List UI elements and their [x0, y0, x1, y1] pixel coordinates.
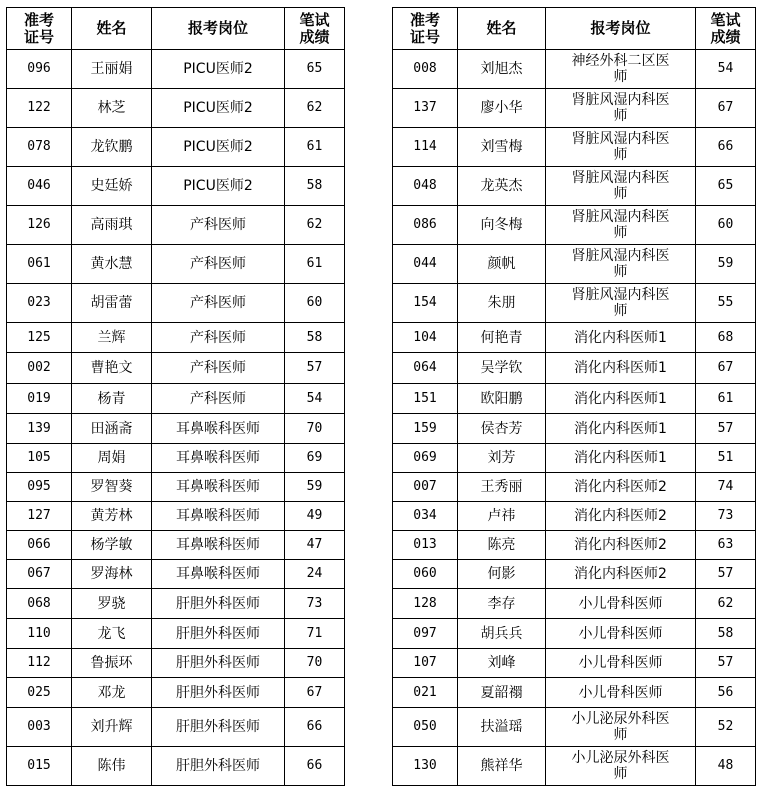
cell-score: 67 — [696, 353, 756, 384]
table-body — [393, 50, 756, 786]
cell-score: 58 — [285, 167, 345, 206]
cell-score: 58 — [285, 323, 345, 353]
cell-score: 52 — [696, 708, 756, 747]
table-row — [7, 206, 345, 245]
cell-name: 杨青 — [72, 384, 152, 414]
cell-position: 消化内科医师2 — [546, 473, 696, 502]
cell-name: 兰辉 — [72, 323, 152, 353]
table-row — [393, 589, 756, 619]
cell-score: 69 — [285, 444, 345, 473]
cell-score: 61 — [285, 245, 345, 284]
cell-exam-id: 034 — [393, 502, 458, 531]
cell-exam-id: 128 — [393, 589, 458, 619]
table-row — [7, 353, 345, 384]
table-row — [7, 708, 345, 747]
cell-name: 侯杏芳 — [458, 414, 546, 444]
cell-name: 吴学钦 — [458, 353, 546, 384]
cell-position: 消化内科医师2 — [546, 531, 696, 560]
cell-exam-id: 130 — [393, 747, 458, 786]
cell-score: 68 — [696, 323, 756, 353]
table-row — [393, 414, 756, 444]
cell-position: 小儿骨科医师 — [546, 649, 696, 678]
cell-exam-id: 015 — [7, 747, 72, 786]
cell-name: 周娟 — [72, 444, 152, 473]
table-row — [393, 284, 756, 323]
cell-exam-id: 127 — [7, 502, 72, 531]
cell-score: 62 — [696, 589, 756, 619]
table-row — [393, 353, 756, 384]
table-row — [393, 167, 756, 206]
table-row — [7, 531, 345, 560]
cell-position: 产科医师 — [152, 245, 285, 284]
cell-name: 田涵斋 — [72, 414, 152, 444]
table-row — [7, 678, 345, 708]
cell-score: 59 — [285, 473, 345, 502]
cell-position: 小儿骨科医师 — [546, 589, 696, 619]
cell-name: 李存 — [458, 589, 546, 619]
cell-exam-id: 023 — [7, 284, 72, 323]
table-row — [7, 245, 345, 284]
cell-score: 47 — [285, 531, 345, 560]
cell-position: 耳鼻喉科医师 — [152, 444, 285, 473]
cell-name: 邓龙 — [72, 678, 152, 708]
cell-exam-id: 125 — [7, 323, 72, 353]
table-row — [393, 89, 756, 128]
cell-name: 鲁振环 — [72, 649, 152, 678]
table-row — [7, 50, 345, 89]
cell-position: 耳鼻喉科医师 — [152, 560, 285, 589]
cell-position: 耳鼻喉科医师 — [152, 473, 285, 502]
cell-score: 66 — [696, 128, 756, 167]
cell-position: 耳鼻喉科医师 — [152, 531, 285, 560]
cell-score: 63 — [696, 531, 756, 560]
header-exam-id: 准考 证号 — [7, 8, 72, 50]
cell-exam-id: 044 — [393, 245, 458, 284]
cell-score: 57 — [696, 560, 756, 589]
table-row — [393, 560, 756, 589]
cell-score: 67 — [696, 89, 756, 128]
table-row — [7, 747, 345, 786]
cell-position: 小儿骨科医师 — [546, 678, 696, 708]
cell-score: 49 — [285, 502, 345, 531]
cell-exam-id: 068 — [7, 589, 72, 619]
cell-name: 熊祥华 — [458, 747, 546, 786]
cell-name: 朱朋 — [458, 284, 546, 323]
cell-name: 黄水慧 — [72, 245, 152, 284]
cell-exam-id: 021 — [393, 678, 458, 708]
cell-name: 夏韶禤 — [458, 678, 546, 708]
table-row — [7, 473, 345, 502]
cell-name: 胡雷蕾 — [72, 284, 152, 323]
cell-position: 肾脏风湿内科医 师 — [546, 284, 696, 323]
cell-name: 杨学敏 — [72, 531, 152, 560]
cell-exam-id: 066 — [7, 531, 72, 560]
cell-position: 消化内科医师1 — [546, 353, 696, 384]
cell-score: 60 — [696, 206, 756, 245]
cell-score: 74 — [696, 473, 756, 502]
cell-exam-id: 105 — [7, 444, 72, 473]
cell-position: PICU医师2 — [152, 89, 285, 128]
cell-exam-id: 007 — [393, 473, 458, 502]
cell-name: 林芝 — [72, 89, 152, 128]
cell-score: 73 — [285, 589, 345, 619]
cell-name: 黄芳林 — [72, 502, 152, 531]
cell-position: 消化内科医师1 — [546, 384, 696, 414]
cell-position: 耳鼻喉科医师 — [152, 502, 285, 531]
cell-exam-id: 097 — [393, 619, 458, 649]
cell-name: 向冬梅 — [458, 206, 546, 245]
cell-exam-id: 019 — [7, 384, 72, 414]
table-row — [393, 384, 756, 414]
table-row — [7, 649, 345, 678]
cell-score: 66 — [285, 708, 345, 747]
cell-name: 刘芳 — [458, 444, 546, 473]
header-row — [393, 8, 756, 50]
table-row — [7, 89, 345, 128]
cell-name: 王丽娟 — [72, 50, 152, 89]
cell-name: 史廷娇 — [72, 167, 152, 206]
cell-position: 神经外科二区医 师 — [546, 50, 696, 89]
header-position: 报考岗位 — [152, 8, 285, 50]
table-row — [393, 323, 756, 353]
cell-score: 62 — [285, 206, 345, 245]
cell-name: 罗智葵 — [72, 473, 152, 502]
cell-name: 颜帆 — [458, 245, 546, 284]
table-row — [393, 206, 756, 245]
table-row — [7, 414, 345, 444]
cell-exam-id: 137 — [393, 89, 458, 128]
cell-name: 罗海林 — [72, 560, 152, 589]
cell-name: 王秀丽 — [458, 473, 546, 502]
cell-score: 61 — [696, 384, 756, 414]
cell-position: 产科医师 — [152, 206, 285, 245]
header-exam-id: 准考 证号 — [393, 8, 458, 50]
table-row — [7, 589, 345, 619]
cell-position: 肾脏风湿内科医 师 — [546, 206, 696, 245]
cell-score: 58 — [696, 619, 756, 649]
table-row — [393, 502, 756, 531]
cell-position: 消化内科医师1 — [546, 323, 696, 353]
cell-position: PICU医师2 — [152, 167, 285, 206]
cell-name: 扶溢瑶 — [458, 708, 546, 747]
cell-position: 产科医师 — [152, 384, 285, 414]
cell-name: 龙飞 — [72, 619, 152, 649]
cell-exam-id: 008 — [393, 50, 458, 89]
cell-exam-id: 003 — [7, 708, 72, 747]
score-table-left — [6, 7, 345, 786]
cell-exam-id: 013 — [393, 531, 458, 560]
cell-score: 66 — [285, 747, 345, 786]
cell-score: 55 — [696, 284, 756, 323]
cell-position: 消化内科医师2 — [546, 502, 696, 531]
cell-position: 肾脏风湿内科医 师 — [546, 128, 696, 167]
cell-score: 73 — [696, 502, 756, 531]
cell-name: 欧阳鹏 — [458, 384, 546, 414]
cell-name: 陈伟 — [72, 747, 152, 786]
cell-exam-id: 154 — [393, 284, 458, 323]
cell-score: 70 — [285, 414, 345, 444]
cell-score: 24 — [285, 560, 345, 589]
table-row — [7, 560, 345, 589]
cell-score: 57 — [696, 649, 756, 678]
cell-exam-id: 067 — [7, 560, 72, 589]
cell-name: 龙英杰 — [458, 167, 546, 206]
table-row — [7, 128, 345, 167]
header-row — [7, 8, 345, 50]
cell-score: 57 — [285, 353, 345, 384]
table-row — [7, 167, 345, 206]
cell-score: 57 — [696, 414, 756, 444]
cell-name: 刘峰 — [458, 649, 546, 678]
table-row — [393, 747, 756, 786]
cell-position: PICU医师2 — [152, 128, 285, 167]
cell-exam-id: 086 — [393, 206, 458, 245]
table-row — [393, 245, 756, 284]
cell-exam-id: 069 — [393, 444, 458, 473]
cell-score: 60 — [285, 284, 345, 323]
cell-position: 产科医师 — [152, 284, 285, 323]
header-name: 姓名 — [458, 8, 546, 50]
cell-exam-id: 025 — [7, 678, 72, 708]
cell-position: 肝胆外科医师 — [152, 678, 285, 708]
cell-exam-id: 078 — [7, 128, 72, 167]
table-row — [393, 649, 756, 678]
cell-score: 54 — [696, 50, 756, 89]
cell-score: 61 — [285, 128, 345, 167]
cell-position: 消化内科医师2 — [546, 560, 696, 589]
cell-score: 54 — [285, 384, 345, 414]
cell-name: 曹艳文 — [72, 353, 152, 384]
table-row — [7, 323, 345, 353]
cell-exam-id: 048 — [393, 167, 458, 206]
cell-exam-id: 112 — [7, 649, 72, 678]
table-row — [7, 444, 345, 473]
cell-exam-id: 126 — [7, 206, 72, 245]
cell-name: 何艳青 — [458, 323, 546, 353]
cell-position: 肝胆外科医师 — [152, 649, 285, 678]
cell-name: 廖小华 — [458, 89, 546, 128]
cell-score: 48 — [696, 747, 756, 786]
score-table-right — [392, 7, 756, 786]
cell-position: 耳鼻喉科医师 — [152, 414, 285, 444]
header-position: 报考岗位 — [546, 8, 696, 50]
cell-position: 肝胆外科医师 — [152, 589, 285, 619]
header-name: 姓名 — [72, 8, 152, 50]
table-row — [393, 444, 756, 473]
cell-position: PICU医师2 — [152, 50, 285, 89]
cell-position: 消化内科医师1 — [546, 444, 696, 473]
cell-position: 肝胆外科医师 — [152, 708, 285, 747]
cell-position: 肝胆外科医师 — [152, 619, 285, 649]
table-row — [393, 128, 756, 167]
cell-name: 陈亮 — [458, 531, 546, 560]
cell-name: 卢祎 — [458, 502, 546, 531]
cell-name: 刘升辉 — [72, 708, 152, 747]
table-row — [393, 678, 756, 708]
cell-exam-id: 104 — [393, 323, 458, 353]
cell-exam-id: 107 — [393, 649, 458, 678]
cell-position: 肝胆外科医师 — [152, 747, 285, 786]
cell-name: 何影 — [458, 560, 546, 589]
cell-score: 65 — [696, 167, 756, 206]
cell-name: 胡兵兵 — [458, 619, 546, 649]
table-row — [393, 708, 756, 747]
cell-name: 刘旭杰 — [458, 50, 546, 89]
cell-exam-id: 122 — [7, 89, 72, 128]
cell-score: 56 — [696, 678, 756, 708]
cell-score: 71 — [285, 619, 345, 649]
cell-position: 消化内科医师1 — [546, 414, 696, 444]
cell-position: 小儿骨科医师 — [546, 619, 696, 649]
cell-exam-id: 159 — [393, 414, 458, 444]
cell-exam-id: 002 — [7, 353, 72, 384]
cell-position: 肾脏风湿内科医 师 — [546, 245, 696, 284]
cell-exam-id: 060 — [393, 560, 458, 589]
cell-exam-id: 095 — [7, 473, 72, 502]
table-row — [7, 284, 345, 323]
cell-score: 51 — [696, 444, 756, 473]
table-row — [393, 531, 756, 560]
table-row — [7, 619, 345, 649]
table-row — [393, 50, 756, 89]
cell-exam-id: 050 — [393, 708, 458, 747]
cell-name: 高雨琪 — [72, 206, 152, 245]
table-row — [7, 384, 345, 414]
cell-position: 肾脏风湿内科医 师 — [546, 89, 696, 128]
header-score: 笔试 成绩 — [285, 8, 345, 50]
cell-exam-id: 114 — [393, 128, 458, 167]
cell-position: 产科医师 — [152, 323, 285, 353]
cell-score: 65 — [285, 50, 345, 89]
cell-exam-id: 064 — [393, 353, 458, 384]
cell-position: 小儿泌尿外科医 师 — [546, 747, 696, 786]
table-body — [7, 50, 345, 786]
cell-exam-id: 061 — [7, 245, 72, 284]
header-score: 笔试 成绩 — [696, 8, 756, 50]
cell-exam-id: 139 — [7, 414, 72, 444]
cell-score: 67 — [285, 678, 345, 708]
cell-score: 62 — [285, 89, 345, 128]
cell-name: 罗骁 — [72, 589, 152, 619]
cell-score: 70 — [285, 649, 345, 678]
cell-position: 小儿泌尿外科医 师 — [546, 708, 696, 747]
cell-exam-id: 096 — [7, 50, 72, 89]
cell-name: 刘雪梅 — [458, 128, 546, 167]
cell-position: 肾脏风湿内科医 师 — [546, 167, 696, 206]
cell-name: 龙钦鹏 — [72, 128, 152, 167]
cell-score: 59 — [696, 245, 756, 284]
table-row — [393, 473, 756, 502]
cell-exam-id: 151 — [393, 384, 458, 414]
cell-exam-id: 046 — [7, 167, 72, 206]
table-row — [7, 502, 345, 531]
cell-position: 产科医师 — [152, 353, 285, 384]
table-row — [393, 619, 756, 649]
cell-exam-id: 110 — [7, 619, 72, 649]
